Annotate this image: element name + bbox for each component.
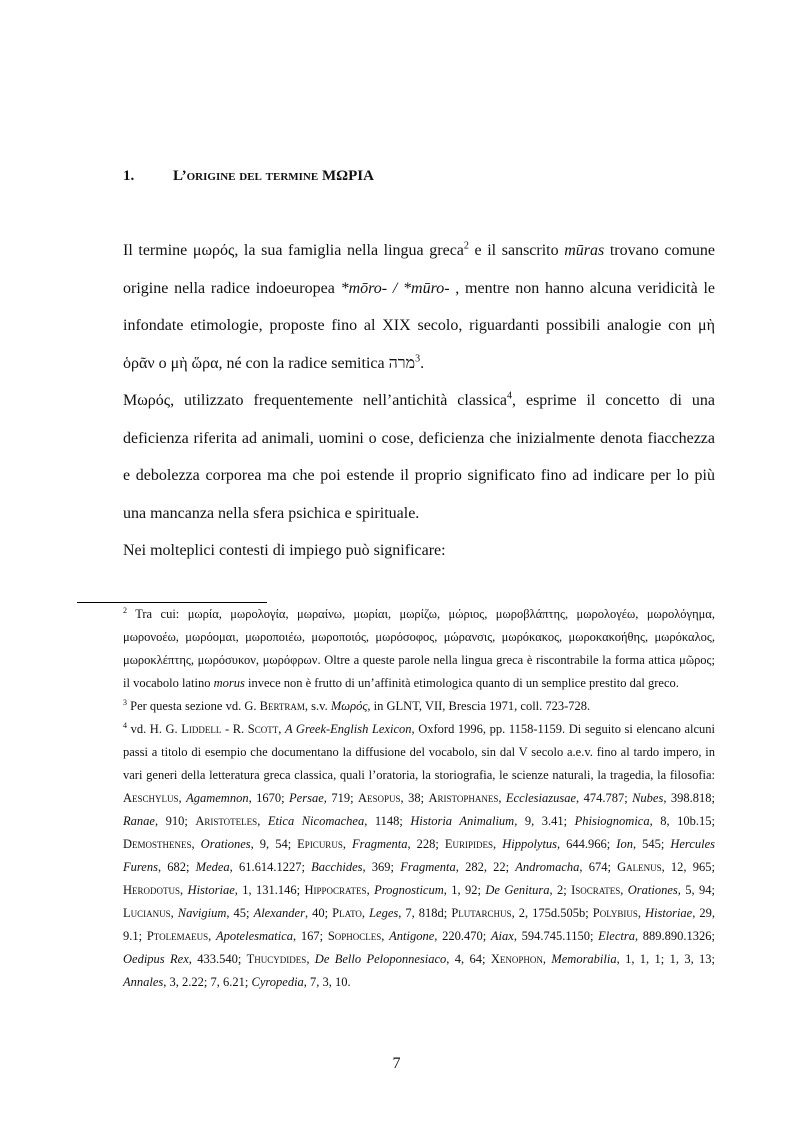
text-run: ; il vocabolo latino [123,653,715,690]
citation [297,837,445,851]
citation-work: Historia Animalium [410,814,515,828]
citation-author: Lucianus [123,906,171,920]
citation-work: De Bello Peloponnesiaco [314,952,447,966]
greek-term: μὴ ὁρᾶν [123,317,715,372]
citation-author: Xenophon [490,952,543,966]
work-title: A Greek-English Lexicon [284,722,412,736]
citation-text: , 12, 965; [661,860,715,874]
greek-term: μῶρος [679,653,712,667]
footnote-2 [123,603,715,695]
text-run: , s.v. [304,699,331,713]
citation-author: Thucydides [246,952,307,966]
citation-text: , 1670; [248,791,290,805]
paragraph-2 [123,382,715,532]
footnotes [123,603,715,994]
citation-text: , 38; [400,791,429,805]
citation-text: , 61.614.1227; [229,860,312,874]
citation-text: , 474.787; [576,791,633,805]
citation [632,791,715,805]
citation-author: Herodotus [123,883,181,897]
citation-author: Epicurus [297,837,343,851]
citation-text: , 1, 1, 1; 1, 3, 13; [616,952,716,966]
citation-text: , [361,906,370,920]
citation-text: , [542,952,552,966]
citation-text: , 2, 175d.505b; [511,906,593,920]
text-run: Tra cui: [127,607,188,621]
citation [451,906,592,920]
citation-text: , [178,791,187,805]
citation-text: , [170,906,178,920]
citation-work: Fragmenta [400,860,456,874]
citation-work: Ecclesiazusae [505,791,577,805]
citation-text: , [498,791,506,805]
citation-text: , 282, 22; [455,860,516,874]
citation [410,814,574,828]
citation-text: , 40; [304,906,333,920]
footnote-4 [123,718,715,994]
author-name: Scott [247,722,279,736]
citation-author: Hippocrates [304,883,367,897]
citation-work: Cyropedia [251,975,304,989]
citation-work: Fragmenta [351,837,408,851]
citation-text: , 2; [549,883,572,897]
indoeuropean-root: *mōro- / *mūro- [340,279,450,297]
text-run: , utilizzato frequentemente nell’antichità classica [170,392,508,409]
section-number: 1. [123,168,135,184]
paragraph-1 [123,232,715,382]
citation-text: , [620,883,628,897]
text-run: , esprime il concetto di una deficienza riferita ad animali, uomini o cose, deficienza che inizialmente denota fiacchezza e debolezza corporea ma che poi estende il proprio significato fino ad indicare per lo più una mancanza nella sfera psichica e spirituale. [123,392,716,522]
citation-text: , [381,929,390,943]
text-run: vd. H. G. [127,722,182,736]
citation [254,906,333,920]
citation-work: Oedipus Rex [123,952,189,966]
citation [123,906,254,920]
greek-term: Μωρός [123,392,171,409]
citation-text: , 682; [157,860,196,874]
footnote-3 [123,695,715,718]
citation-text: , 45; [226,906,254,920]
citation-author: Plutarchus [451,906,512,920]
greek-term: μωρός [192,242,235,259]
text-run: , né con la radice semitica [218,354,389,372]
citation-work: Ranae [123,814,155,828]
citation [575,814,715,828]
citation-text: , 594.745.1150; [513,929,599,943]
citation-text: , 910; [154,814,196,828]
citation-text: , [493,837,503,851]
footnote-ref-3[interactable]: 3 [415,353,421,365]
citation-text: , [306,952,315,966]
footnote-mark: 2 [123,605,127,615]
citation [485,883,571,897]
citation-author: Plato [332,906,362,920]
citation [571,883,715,897]
text-run: invece non è frutto di un’affinità etimologica quanto di un semplice prestito dal greco. [244,676,679,690]
citation-work: Electra [598,929,635,943]
greek-term: Μωρός [330,699,368,713]
citation [598,929,715,943]
citation-work: Antigone [389,929,435,943]
citation-work: Persae [289,791,324,805]
citation-text: , 719; [323,791,358,805]
citation [196,860,311,874]
citation-author: Polybius [592,906,638,920]
footnote-mark: 3 [123,697,127,707]
citation-work: Medea [195,860,230,874]
footnote-ref-4[interactable]: 4 [507,390,513,402]
text-run: Il termine [123,242,193,259]
citation [247,952,491,966]
latin-term: morus [213,676,245,690]
citation-author: Aesopus [357,791,401,805]
text-run: . [420,354,425,372]
citation-work: Hippolytus [502,837,558,851]
citation-work: Navigium [177,906,227,920]
citation-work: Apotelesmatica [215,929,294,943]
citation-text: , 1, 92; [443,883,486,897]
citation-work: Hercules Furens [123,837,716,874]
citation-author: Demosthenes [123,837,192,851]
citation [328,929,491,943]
text-run: , [278,722,285,736]
citation [515,860,617,874]
citation-work: Alexander [253,906,305,920]
greek-word-list: μωρία, μωρολογία, μωραίνω, μωρίαι, μωρίζω, μώριος, μωροβλάπτης, μωρολογέω, μωρολόγημα, μωρονοέω, μωρόομαι, μωροποιέω, μωροποιός, μωρόσοφος, μώρανσις, μωρόκακος, μωροκακοήθης, μωρόκαλος, μωροκλέπτης, μωρόσυκον, μωρόφρων [123,607,715,667]
text-run: o [154,354,171,372]
citation-text: , [342,837,352,851]
page-number: 7 [392,1055,401,1072]
citation [491,929,598,943]
body-text [123,232,715,570]
citation-work: Historiae [645,906,693,920]
citation-text: , 5, 94; [677,883,715,897]
citation-author: Euripides [444,837,494,851]
author-name: Liddell [181,722,222,736]
citation-work: Annales [123,975,164,989]
citation-text: , 220.470; [434,929,491,943]
citation-author: Sophocles [327,929,382,943]
citation-text: , 644.966; [557,837,617,851]
citation [251,975,350,989]
citation-text: , 7, 818d; [398,906,452,920]
citation [123,814,195,828]
citation [616,837,670,851]
citation-text: , [208,929,216,943]
citation-text: , 1, 131.146; [234,883,305,897]
citation-text: , 433.540; [188,952,247,966]
citation-author: Galenus [617,860,662,874]
hebrew-root: מרה [388,354,416,372]
greek-term: μὴ ὥρα [170,354,219,372]
text-run: trovano comune origine nella radice indoeuropea [123,242,716,297]
citation-text: , [191,837,201,851]
text-run: Per questa sezione vd. G. [127,699,260,713]
citation-work: Orationes [627,883,678,897]
citation [428,791,632,805]
citation-text: , [180,883,188,897]
citation-list [123,791,715,989]
citation-text: , 9, 3.41; [514,814,575,828]
citation [123,952,247,966]
citation-work: Nubes [632,791,664,805]
citation [147,929,328,943]
citation-text: , 9, 54; [250,837,298,851]
citation-work: Leges [369,906,399,920]
citation-text: , 7, 3, 10. [303,975,351,989]
section-title: L’origine del termine [173,168,322,184]
citation-work: Memorabilia [551,952,617,966]
author-name: Bertram [259,699,305,713]
citation-author: Aristophanes [428,791,499,805]
citation-author: Aristoteles [195,814,258,828]
citation [445,837,616,851]
citation-text: , 8, 10b.15; [649,814,715,828]
citation-author: Aeschylus [123,791,179,805]
footnote-mark: 4 [123,720,127,730]
text-run: . Oltre a queste parole nella lingua greca è riscontrabile la forma attica [317,653,680,667]
citation [195,814,410,828]
citation-text: , 545; [632,837,671,851]
citation-work: De Genitura [485,883,550,897]
citation-work: Orationes [200,837,251,851]
citation-text: , 398.818; [663,791,715,805]
citation-work: Aiax [490,929,514,943]
citation [358,791,429,805]
citation [400,860,515,874]
citation-text: , 228; [407,837,445,851]
citation-text: , 1148; [364,814,411,828]
citation-work: Agamemnon [186,791,249,805]
citation [123,837,297,851]
citation [123,791,289,805]
citation [311,860,400,874]
citation-text: , 674; [579,860,618,874]
section-heading [123,168,374,185]
paragraph-3: Nei molteplici contesti di impiego può significare: [123,542,446,559]
citation-text: , [637,906,645,920]
citation [491,952,715,966]
text-run: e il sanscrito [468,242,565,259]
citation [123,883,305,897]
citation-work: Etica Nicomachea [267,814,365,828]
citation [305,883,486,897]
citation-text: , 3, 2.22; 7, 6.21; [163,975,252,989]
citation-work: Historiae [187,883,235,897]
citation-author: Ptolemaeus [146,929,209,943]
citation-work: Bacchides [311,860,363,874]
citation-text: , [257,814,268,828]
citation [332,906,451,920]
text-run: , in GLNT, VII, Brescia 1971, coll. 723-728. [367,699,591,713]
citation [289,791,358,805]
text-run: , Oxford 1996, pp. 1158-1159. Di seguito si elencano alcuni passi a titolo di esempio che documentano la diffusione del vocabolo, sin dal V secolo a.e.v. fino al tardo impero, in vari generi della letteratura greca classica, quali l’oratoria, la storiografia, le scienze naturali, la tragedia, la filosofia: [123,722,715,782]
citation [123,975,251,989]
citation-work: Andromacha [515,860,580,874]
text-run: - R. [221,722,248,736]
text-run: , la sua famiglia nella lingua greca [234,242,464,259]
citation-work: Phisiognomica [574,814,650,828]
sanskrit-term: mūras [564,242,605,259]
citation-text: , 167; [293,929,328,943]
section-title-greek: ΜΩΡΙΑ [321,168,374,184]
citation-work: Ion [616,837,633,851]
citation-text: , 4, 64; [446,952,491,966]
citation-text: , 369; [362,860,401,874]
citation-work: Prognosticum [374,883,444,897]
citation-author: Isocrates [571,883,621,897]
citation-text: , [366,883,375,897]
citation-text: , 29, 9.1; [123,906,716,943]
citation-text: , 889.890.1326; [634,929,716,943]
footnote-ref-2[interactable]: 2 [463,240,469,252]
citation [617,860,715,874]
text-run: , mentre non hanno alcuna veridicità le infondate etimologie, proposte fino al XIX secolo, riguardanti possibili analogie con [123,279,716,334]
